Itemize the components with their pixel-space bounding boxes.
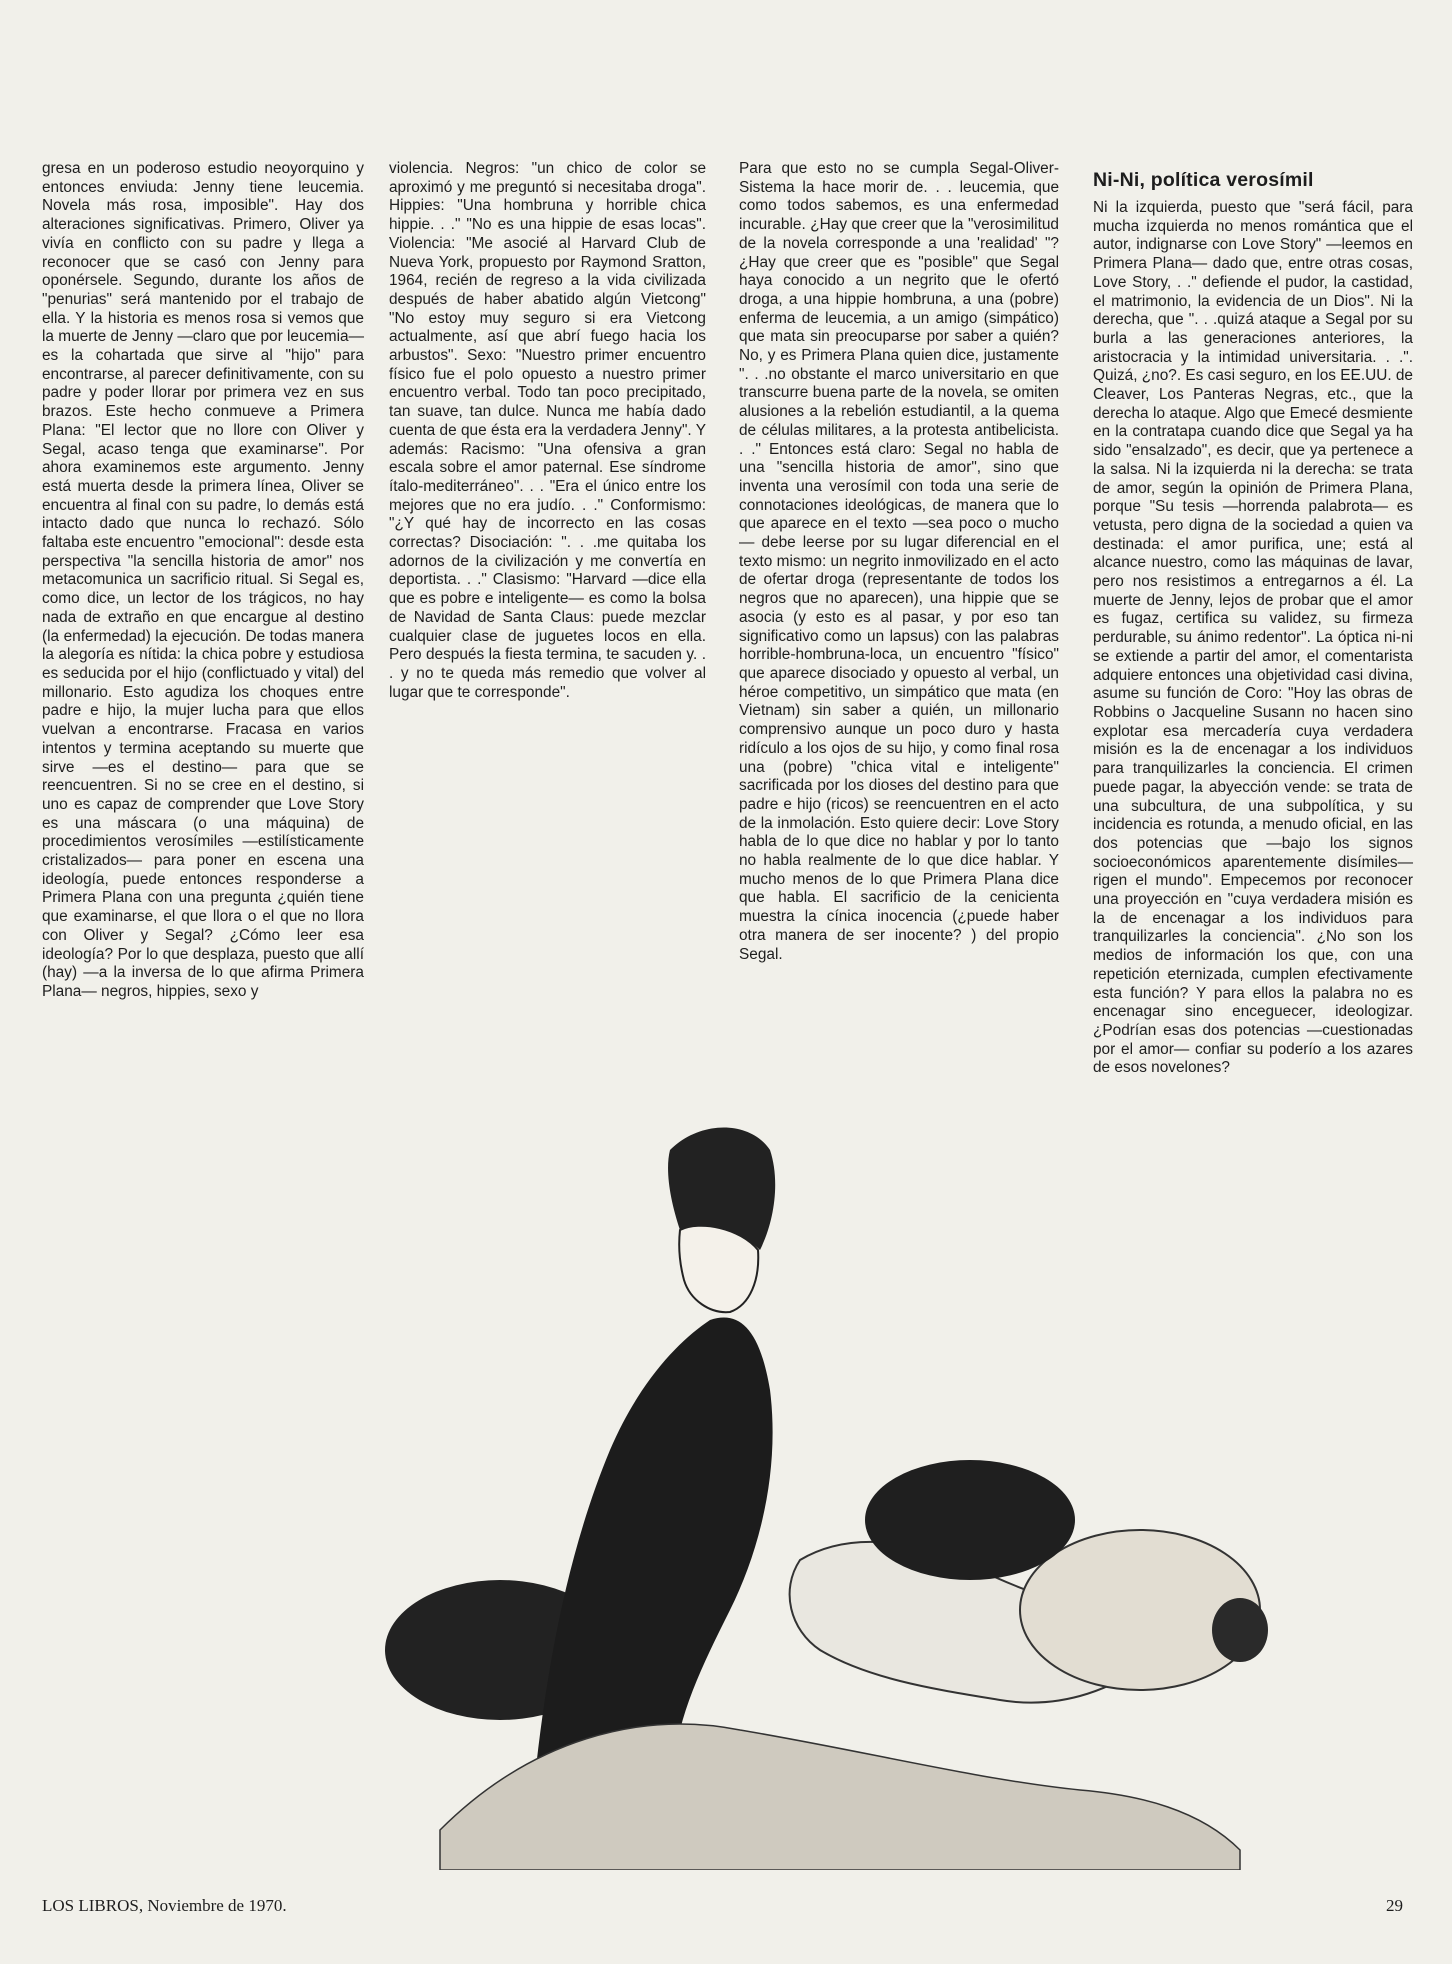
column-1-text: gresa en un poderoso estudio neoyorquino y entonces enviuda: Jenny tiene leucemia. Novela más rosa, imposible". Hay dos alteraciones significativas. Primero, Oliver ya vivía en conflicto con su padre y llega a reconocer que se casó con Jenny para oponérsele. Segundo, durante los años de "penurias" será mantenido por el trabajo de ella. Y la historia es menos rosa si vemos que la muerte de Jenny —claro que por leucemia— es la cohartada que sirve al "hijo" para encontrarse, al parecer definitivamente, con su padre y poder llorar por primera vez en sus brazos. Este hecho conmueve a Primera Plana: "El lector que no llore con Oliver y Segal, acaso tenga que examinarse". Por ahora examinemos este argumento. Jenny está muerta desde la primera línea, Oliver se encuentra al final con su padre, lo demás está intacto dado que nunca lo rechazó. Sólo faltaba este encuentro "emocional": desde esta perspectiva "la sencilla historia de amor" nos metacomunica un sacrificio ritual. Si Segal es, como dice, un lector de los trágicos, no hay nada de extraño en que encargue al destino (la enfermedad) la ejecución. De todas manera la alegoría es nítida: la chica pobre y estudiosa es seducida por el hijo (conflictuado y vital) del millonario. Esto agudiza los choques entre padre e hijo, la mujer lucha para que ellos vuelvan a encontrarse. Fracasa en varios intentos y termina aceptando su muerte que sirve —es el destino— para que se reencuentren. Si no se cree en el destino, si uno es capaz de comprender que Love Story es una máscara (o una máquina) de procedimientos verosímiles —estilísticamente cristalizados— para poner en escena una ideología, puede entonces responderse a Primera Plana con una pregunta ¿quién tiene que examinarse, el que llora o el que no llora con Oliver y Segal? ¿Cómo leer esa ideología? Por lo que desplaza, puesto que allí (hay) —a la inversa de lo que afirma Primera Plana— negros, hippies, sexo y — [42, 160, 364, 1000]
column-2-text: violencia. Negros: "un chico de color se aproximó y me preguntó si necesitaba droga". Hippies: "Una hombruna y horrible chica hippie. . ." "No es una hippie de esas locas". Violencia: "Me asocié al Harvard Club de Nueva York, propuesto por Raymond Sratton, 1964, recién de regreso a la vida civilizada después de haber abatido algún Vietcong" "No estoy muy seguro si era Vietcong actualmente, así que abrí fuego hacia los arbustos". Sexo: "Nuestro primer encuentro físico fue el polo opuesto a nuestro primer encuentro verbal. Todo tan poco precipitado, tan suave, tan dulce. Nunca me había dado cuenta de que ésta era la verdadera Jenny". Y además: Racismo: "Una ofensiva a gran escala sobre el amor paternal. Ese síndrome ítalo-mediterráneo". . . "Era el único entre los mejores que no era judío. . ." Conformismo: "¿Y qué hay de incorrecto en las cosas correctas? Disociación: ". . .me quitaba los adornos de la civilización y me convertía en deportista. . ." Clasismo: "Harvard —dice ella que es pobre e inteligente— es como la bolsa de Navidad de Santa Claus: puede mezclar cualquier clase de juguetes locos en ella. Pero después la fiesta termina, te sacuden y. . . y no te queda más remedio que volver al lugar que te corresponde". — [389, 160, 706, 701]
article-column-3 — [739, 160, 1059, 964]
article-column-2 — [389, 160, 706, 702]
article-column-1 — [42, 160, 364, 1002]
column-3-text: Para que esto no se cumpla Segal-Oliver-Sistema la hace morir de. . . leucemia, que como todos sabemos, es una enfermedad incurable. ¿Hay que creer que la "verosimilitud de la novela corresponde a una 'realidad' "? ¿Hay que creer que es "posible" que Segal haya conocido a un negrito que le ofertó droga, a una hippie hombruna, a una (pobre) enferma de leucemia, a un amigo (simpático) que mata sin preocuparse por saber a quién? No, y es Primera Plana quien dice, justamente ". . .no obstante el marco universitario en que transcurre buena parte de la novela, se omiten alusiones a la rebelión estudiantil, a la quema de células militares, a la protesta antibelicista. . ." Entonces está claro: Segal no habla de una "sencilla historia de amor", sino que inventa una verosímil con toda una serie de connotaciones ideológicas, de manera que lo que aparece en el texto —sea poco o mucho— debe leerse por su lugar diferencial en el texto mismo: un negrito inmovilizado en el acto de ofertar droga (representante de todos los negros que no aparecen), una hippie que se asocia (y esto es al pasar, y por eso tan significativo como un lapsus) con las palabras horrible-hombruna-loca, un encuentro "físico" que aparece disociado y opuesto al verbal, un héroe competitivo, un simpático que mata (en Vietnam) sin saber a quién, un millonario comprensivo aunque un poco duro y hasta ridículo a los ojos de su hijo, y como final rosa una (pobre) "chica vital e inteligente" sacrificada por los dioses del destino para que padre e hijo (ricos) se reencuentren en el acto de la inmolación. Esto quiere decir: Love Story habla de lo que dice no hablar y por lo tanto no habla realmente de lo que dice hablar. Y mucho menos de lo que Primera Plana dice que habla. El sacrificio de la cenicienta muestra la cínica inocencia (¿puede haber otra manera de ser inocente? ) del propio Segal. — [739, 160, 1059, 963]
cushion-knot — [1212, 1598, 1268, 1662]
page-number: 29 — [1386, 1896, 1403, 1915]
column-4-text: Ni la izquierda, puesto que "será fácil, para mucha izquierda no menos romántica que el autor, indignarse con Love Story" —leemos en Primera Plana— dado que, entre otras cosas, Love Story, . ." defiende el pudor, la castidad, el matrimonio, la evidencia de un Dios". Ni la derecha, que ". . .quizá ataque a Segal por su burla a las generaciones anteriores, la aristocracia y la intimidad universitaria. . .". Quizá, ¿no?. Es casi seguro, en los EE.UU. de Cleaver, Los Panteras Negras, etc., que la derecha lo ataque. Algo que Emecé desmiente en la contratapa cuando dice que Segal ya ha sido "ensalzado", es decir, que ya pertenece a la salsa. Ni la izquierda ni la derecha: se trata de amor, según la opinión de Primera Plana, porque "Su tesis —horrenda palabrota— es vetusta, pero digna de la sociedad a quien va destinada: el amor purifica, une; está al alcance nuestro, como las máquinas de lavar, pero nos resistimos a entregarnos a él. La muerte de Jenny, lejos de probar que el amor es fugaz, certifica su validez, su firmeza perdurable, su ánimo redentor". La óptica ni-ni se extiende a partir del amor, el comentarista adquiere entonces una objetividad casi divina, asume su función de Coro: "Hoy las obras de Robbins o Jacqueline Susann no hacen sino explotar esa mercadería cuya verdadera misión es la de encenagar a los individuos para tranquilizarles la conciencia. El crimen puede pagar, la abyección vende: se trata de una subcultura, de una subpolítica, y su incidencia es rotunda, a menudo oficial, en las dos potencias que —bajo los signos socioeconómicos aparentemente disímiles— rigen el mundo". Empecemos por reconocer una proyección en "cuya verdadera misión es la de encenagar a los individuos para tranquilizarles la conciencia". ¿No son los medios de información los que, con una repetición eternizada, cumplen efectivamente esta función? Y para ellos la palabra no es encenagar sino enceguecer, ideologizar. ¿Podrían esas dos potencias —cuestionadas por el amor— confiar su poderío a los azares de esos novelones? — [1093, 199, 1413, 1077]
section-heading: Ni-Ni, política verosímil — [1093, 169, 1314, 191]
article-column-4 — [1093, 168, 1413, 1078]
footer-publication: LOS LIBROS, Noviembre de 1970. — [42, 1896, 287, 1915]
cushion-mid — [865, 1460, 1075, 1580]
face — [679, 1226, 758, 1312]
illustration-woman-with-cat — [380, 1090, 1300, 1870]
